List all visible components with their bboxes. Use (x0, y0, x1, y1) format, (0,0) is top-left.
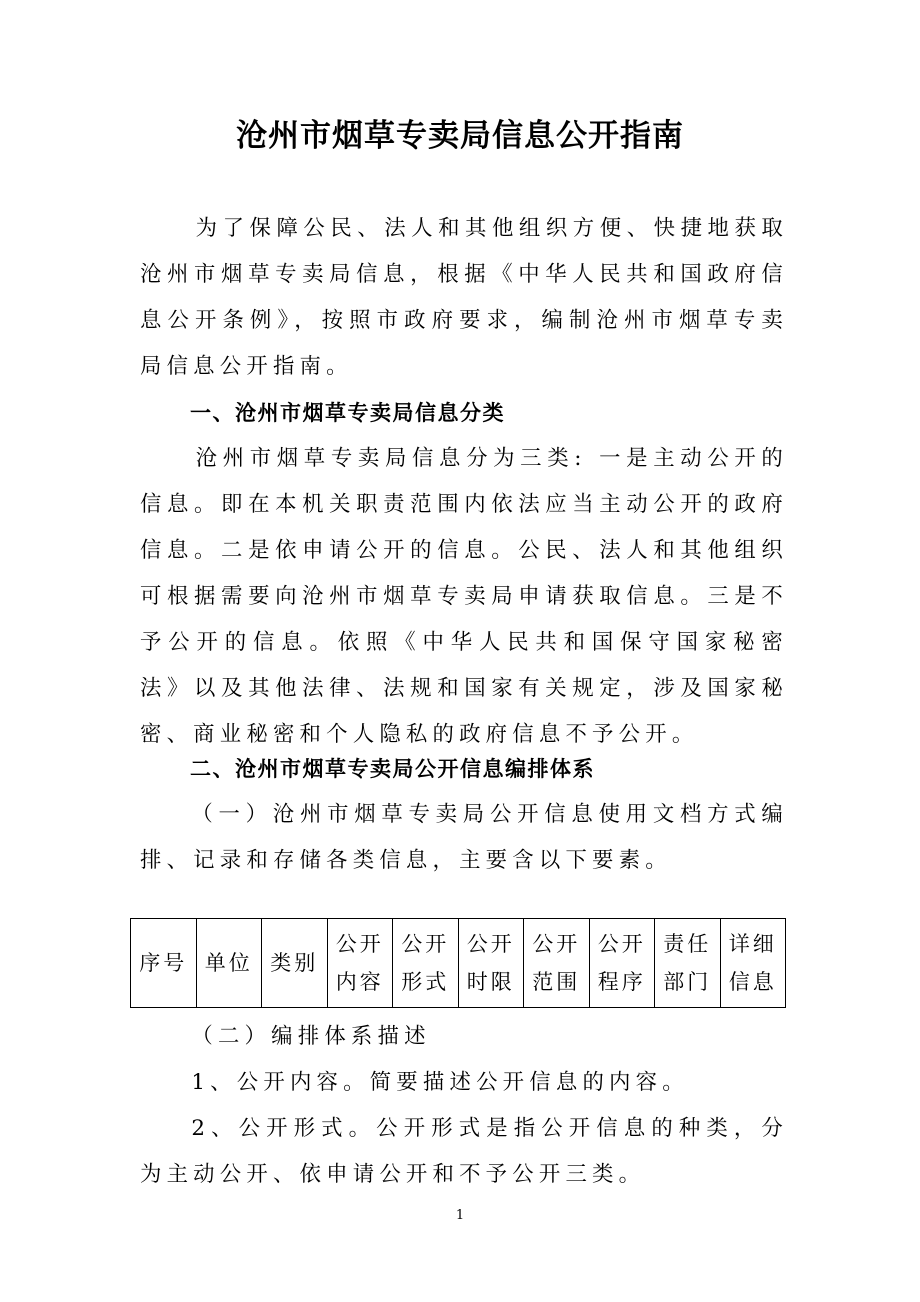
table-header-cell: 序号 (131, 919, 197, 1008)
item-2: 2、公开形式。公开形式是指公开信息的种类，分为主动公开、依申请公开和不予公开三类。 (140, 1116, 788, 1187)
section-2-heading: 二、沧州市烟草专卖局公开信息编排体系 (190, 757, 595, 781)
section-2-sub-2: （二）编排体系描述 (191, 1024, 431, 1049)
table-header-cell: 单位 (196, 919, 262, 1008)
table-header-cell: 公开程序 (589, 919, 655, 1008)
table-header-cell: 公开范围 (524, 919, 590, 1008)
table-header-row (131, 919, 786, 1008)
table-header-cell: 公开内容 (327, 919, 393, 1008)
section-1-heading: 一、沧州市烟草专卖局信息分类 (190, 401, 505, 425)
table-header-cell: 公开形式 (393, 919, 459, 1008)
info-elements-table (130, 918, 786, 1008)
page-number: 1 (455, 1208, 465, 1223)
section-1-paragraph: 沧州市烟草专卖局信息分为三类: 一是主动公开的信息。即在本机关职责范围内依法应当主动公开的政府信息。二是依申请公开的信息。公民、法人和其他组织可根据需要向沧州市烟草专卖局申请获取信息。三是不予公开的信息。依照《中华人民共和国保守国家秘密法》以及其他法律、法规和国家有关规定，涉及国家秘密、商业秘密和个人隐私的政府信息不予公开。 (140, 446, 788, 747)
intro-paragraph: 为了保障公民、法人和其他组织方便、快捷地获取沧州市烟草专卖局信息，根据《中华人民共和国政府信息公开条例》，按照市政府要求，编制沧州市烟草专卖局信息公开指南。 (140, 216, 788, 379)
section-2-sub-1: （一）沧州市烟草专卖局公开信息使用文档方式编排、记录和存储各类信息，主要含以下要素。 (140, 802, 788, 873)
table-header-cell: 详细信息 (720, 919, 786, 1008)
table-header-cell: 责任部门 (655, 919, 721, 1008)
table-header-cell: 类别 (262, 919, 328, 1008)
item-1: 1、公开内容。简要描述公开信息的内容。 (191, 1070, 689, 1095)
table-header-cell: 公开时限 (458, 919, 524, 1008)
page-title: 沧州市烟草专卖局信息公开指南 (236, 118, 684, 154)
